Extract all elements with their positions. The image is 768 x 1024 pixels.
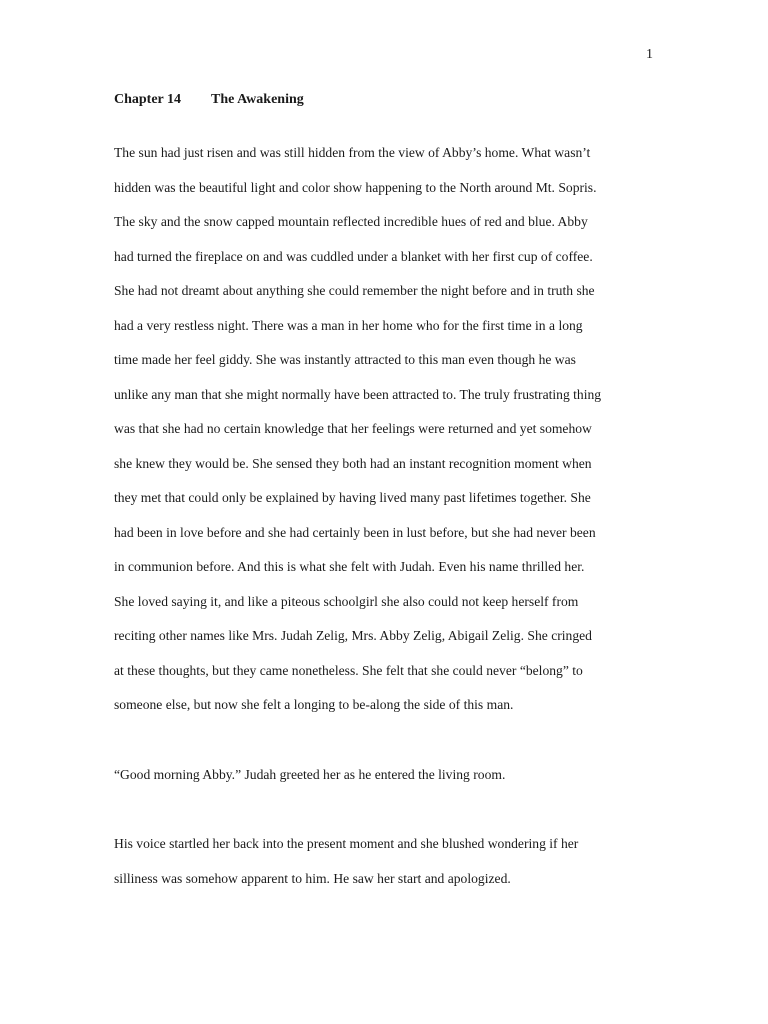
paragraph-line: time made her feel giddy. She was instantly attracted to this man even though he was xyxy=(114,352,576,367)
paragraph-line: “Good morning Abby.” Judah greeted her as he entered the living room. xyxy=(114,767,506,782)
paragraph-line: had been in love before and she had certainly been in lust before, but she had never been xyxy=(114,524,596,540)
paragraph-line: in communion before. And this is what she felt with Judah. Even his name thrilled her. xyxy=(114,559,585,574)
chapter-heading xyxy=(114,91,304,109)
paragraph-line: was that she had no certain knowledge that her feelings were returned and yet somehow xyxy=(114,421,592,436)
chapter-label: Chapter 14 xyxy=(114,92,182,107)
paragraph xyxy=(114,835,578,904)
paragraph xyxy=(114,144,601,731)
paragraph-line: The sun had just risen and was still hidden from the view of Abby’s home. What wasn’t xyxy=(114,145,591,160)
paragraph-line: she knew they would be. She sensed they both had an instant recognition moment when xyxy=(114,455,592,471)
chapter-title: The Awakening xyxy=(211,92,304,107)
page-number: 1 xyxy=(646,47,653,62)
paragraph-line: The sky and the snow capped mountain reflected incredible hues of red and blue. Abby xyxy=(114,214,588,229)
paragraph-line: had a very restless night. There was a man in her home who for the first time in a long xyxy=(114,317,583,333)
paragraph-line: at these thoughts, but they came nonetheless. She felt that she could never “belong” to xyxy=(114,662,583,678)
paragraph-line: someone else, but now she felt a longing to be-along the side of this man. xyxy=(114,697,514,712)
paragraph-line: reciting other names like Mrs. Judah Zelig, Mrs. Abby Zelig, Abigail Zelig. She cringed xyxy=(114,628,592,643)
paragraph-line: She had not dreamt about anything she could remember the night before and in truth she xyxy=(114,283,595,298)
paragraph-line: they met that could only be explained by having lived many past lifetimes together. She xyxy=(114,490,591,505)
paragraph-line: She loved saying it, and like a piteous schoolgirl she also could not keep herself from xyxy=(114,593,579,609)
paragraph-line: His voice startled her back into the present moment and she blushed wondering if her xyxy=(114,836,579,851)
paragraph-line: silliness was somehow apparent to him. He saw her start and apologized. xyxy=(114,870,511,886)
paragraph xyxy=(114,766,505,801)
paragraph-line: had turned the fireplace on and was cuddled under a blanket with her first cup of coffee. xyxy=(114,248,593,264)
paragraph-line: hidden was the beautiful light and color show happening to the North around Mt. Sopris. xyxy=(114,179,597,195)
paragraph-line: unlike any man that she might normally have been attracted to. The truly frustrating thing xyxy=(114,386,602,402)
